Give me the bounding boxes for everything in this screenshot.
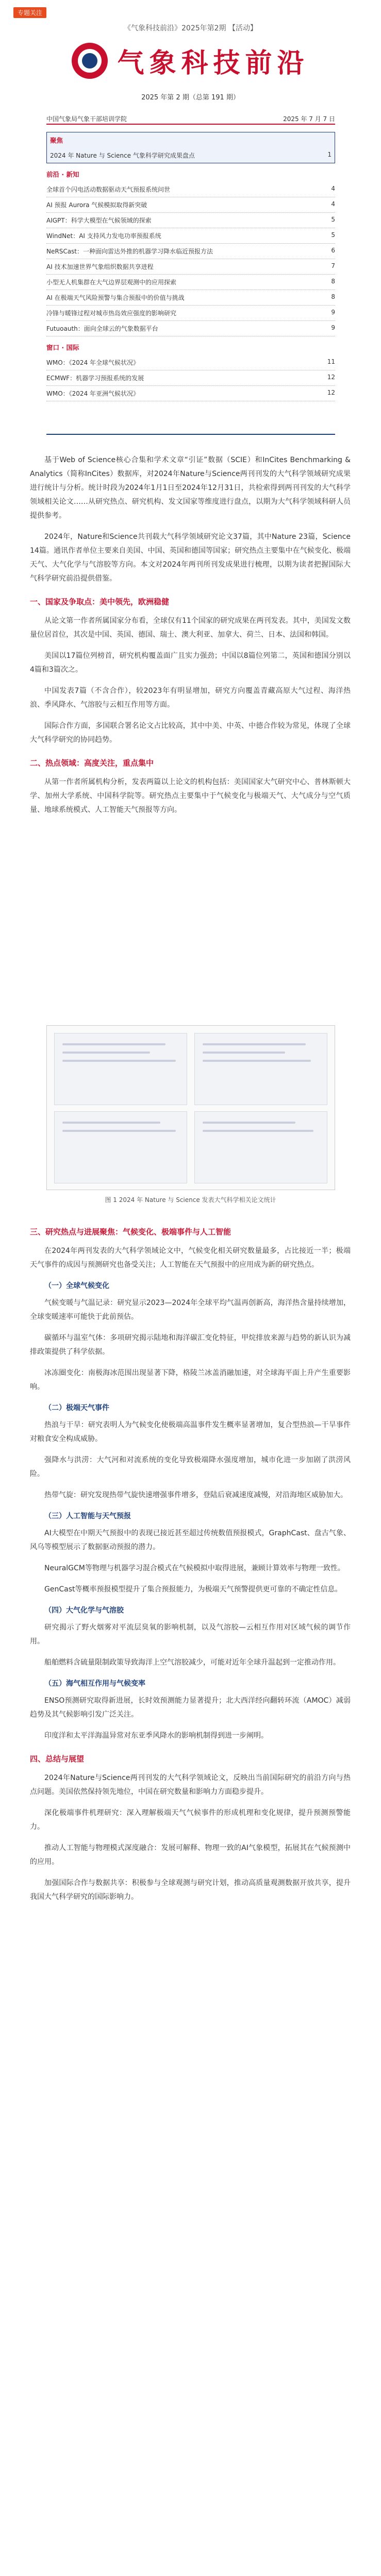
section-heading: 一、国家及争取点：美中领先，欧洲稳健 bbox=[30, 597, 170, 606]
toc-item-page: 12 bbox=[327, 374, 335, 381]
toc-item-label: NeRSCast：一种面向雷达外推的机器学习降水临近预报方法 bbox=[46, 248, 213, 255]
toc-item-page: 11 bbox=[327, 358, 335, 365]
toc-item-label: Futuoauth：面向全球云的气象数据平台 bbox=[46, 325, 158, 332]
paragraph: 热浪与干旱：研究表明人为气候变化使极端高温事件发生概率显著增加，复合型热浪—干旱事件对粮食安全构成威胁。 bbox=[30, 1421, 351, 1443]
toc-item-label: WMO：《2024 年亚洲气候状况》 bbox=[46, 390, 140, 397]
subsection-heading: （五）海气相互作用与气候变率 bbox=[44, 1680, 145, 1688]
paragraph: 基于Web of Science核心合集和学术文章“引证”数据（SCIE）和InCites Benchmarking & Analytics（简称InCites）数据库，对2024年Nature与Science两刊刊发的大气科学领域研究成果进行统计与分析。统计时段为2024年1月1日至2024年12月31日，共检索得到两刊刊发的大气科学领域相关论文……从研究热点、研究机构、发文国家等维度进行盘点，以期为大气科学领域科研人员提供参考。 bbox=[30, 456, 351, 520]
meta-row bbox=[46, 114, 335, 123]
toc-item-page: 8 bbox=[331, 293, 335, 300]
toc-item[interactable] bbox=[46, 275, 335, 290]
meta-divider bbox=[46, 124, 335, 125]
toc-item[interactable] bbox=[46, 197, 335, 213]
masthead bbox=[0, 41, 381, 80]
toc-item[interactable] bbox=[46, 213, 335, 228]
figure-caption: 图 1 2024 年 Nature 与 Science 发表大气科学相关论文统计 bbox=[105, 1196, 276, 1204]
toc-item-page: 8 bbox=[331, 278, 335, 285]
issue-line: 2025 年第 2 期（总第 191 期） bbox=[141, 94, 240, 101]
toc-item[interactable] bbox=[46, 321, 335, 336]
paragraph: 研究揭示了野火烟雾对平流层臭氧的影响机制，以及气溶胶—云相互作用对区域气候的调节作用。 bbox=[30, 1623, 351, 1646]
toc-item-label: WindNet：AI 支持风力发电功率预报系统 bbox=[46, 232, 161, 240]
paragraph: 碳循环与温室气体：多项研究揭示陆地和海洋碳汇变化特征，甲烷排放来源与趋势的新认识为减排政策提供了科学依据。 bbox=[30, 1334, 351, 1356]
paragraph: 国际合作方面，多国联合署名论文占比较高，其中中美、中英、中德合作较为常见，体现了全球大气科学研究的协同趋势。 bbox=[30, 722, 351, 744]
toc-item-page: 12 bbox=[327, 389, 335, 396]
toc-item[interactable]: 2024 年 Nature 与 Science 气象科学研究成果盘点 1 bbox=[50, 151, 332, 159]
paragraph: GenCast等概率预报模型提升了集合预报能力，为极端天气预警提供更可靠的不确定性信息。 bbox=[44, 1585, 342, 1594]
toc-item-page: 9 bbox=[331, 309, 335, 316]
paragraph: 热带气旋：研究发现热带气旋快速增强事件增多，登陆后衰减速度减慢，对沿海地区威胁加大。 bbox=[44, 1491, 347, 1499]
table-of-contents bbox=[46, 132, 335, 401]
paragraph: 印度洋和太平洋海温异常对东亚季风降水的影响机制得到进一步阐明。 bbox=[44, 1732, 268, 1740]
toc-item-page: 4 bbox=[331, 185, 335, 192]
toc-section-heading: 窗口 · 国际 bbox=[46, 344, 79, 351]
topic-badge: 专题关注 bbox=[13, 7, 46, 18]
toc-item[interactable] bbox=[46, 182, 335, 197]
toc-item[interactable] bbox=[46, 355, 335, 370]
toc-item-label: AI 预报 Aurora 气候模拟取得新突破 bbox=[46, 201, 147, 209]
toc-item[interactable] bbox=[46, 259, 335, 275]
toc-item-label: WMO：《2024 年全球气候状况》 bbox=[46, 359, 140, 366]
paragraph: NeuralGCM等物理与机器学习混合模式在气候模拟中取得进展，兼顾计算效率与物理一致性。 bbox=[44, 1564, 345, 1572]
paragraph: 在2024年两刊发表的大气科学领域论文中，气候变化相关研究数量最多，占比接近一半；极端天气事件的成因与预测研究也备受关注；人工智能在天气预报中的应用成为新的研究热点。 bbox=[30, 1247, 351, 1269]
toc-item-label: ECMWF：机器学习预报系统的发展 bbox=[46, 375, 144, 382]
publish-date: 2025 年 7 月 7 日 bbox=[283, 115, 335, 123]
paragraph: 强降水与洪涝：大气河和对流系统的变化导致极端降水强度增加，城市化进一步加剧了洪涝风险。 bbox=[30, 1456, 351, 1478]
toc-item-page: 5 bbox=[331, 216, 335, 223]
subsection-heading: （二）极端天气事件 bbox=[44, 1404, 109, 1412]
toc-item[interactable] bbox=[46, 306, 335, 321]
paragraph: 从论文第一作者所属国家分布看，全球仅有11个国家的研究成果在两刊发表。其中，美国发文数量位居首位，其次是中国、英国、德国、瑞士、澳大利亚、加拿大、荷兰、日本、法国和韩国。 bbox=[30, 617, 351, 639]
paragraph: 中国发表7篇（不含合作），较2023年有明显增加，研究方向覆盖青藏高原大气过程、海洋热浪、季风降水、气溶胶与云相互作用等方面。 bbox=[30, 687, 351, 709]
paragraph: 气候变暖与气温记录：研究显示2023—2024年全球平均气温再创新高，海洋热含量持续增加，全球变暖速率可能快于此前预估。 bbox=[30, 1299, 351, 1321]
stats-figure bbox=[46, 1025, 335, 1190]
toc-item-page: 7 bbox=[331, 262, 335, 269]
paragraph: AI大模型在中期天气预报中的表现已接近甚至超过传统数值预报模式，GraphCast、盘古气象、风乌等模型展示了数据驱动预报的潜力。 bbox=[30, 1529, 351, 1551]
toc-divider bbox=[46, 434, 335, 435]
paragraph: 推动人工智能与物理模式深度融合：发展可解释、物理一致的AI气象模型，拓展其在气候预测中的应用。 bbox=[30, 1844, 351, 1866]
toc-focus-heading: 聚焦 bbox=[50, 137, 63, 144]
paragraph: 美国以17篇位列榜首，研究机构覆盖面广且实力强劲；中国以8篇位列第二，英国和德国分别以4篇和3篇次之。 bbox=[30, 652, 351, 674]
paragraph: 2024年，Nature和Science共刊载大气科学领域研究论文37篇，其中Nature 23篇，Science 14篇。通讯作者单位主要来自美国、中国、英国和德国等国家；研究热点主要集中在气候变化、极端天气、大气化学与气溶胶等方向。本文对2024年两刊所刊发成果进行梳理，以期为读者把握国际大气科学研究前沿提供借鉴。 bbox=[30, 533, 351, 583]
paragraph: 2024年Nature与Science两刊刊发的大气科学领域论文，反映出当前国际研究的前沿方向与热点问题。美国依然保持领先地位，中国在研究数量和影响力方面稳步提升。 bbox=[30, 1774, 351, 1796]
paragraph: 船舶燃料含硫量限制政策导致海洋上空气溶胶减少，可能对近年全球升温起到一定推动作用。 bbox=[44, 1658, 340, 1667]
subsection-heading: （一）全球气候变化 bbox=[44, 1282, 109, 1290]
toc-item-label: 冷锋与暖锋过程对城市热岛效应强度的影响研究 bbox=[46, 310, 177, 317]
section-heading: 四、总结与展望 bbox=[30, 1754, 85, 1764]
subsection-heading: （四）大气化学与气溶胶 bbox=[44, 1606, 124, 1615]
toc-section-1 bbox=[46, 182, 335, 336]
paragraph: 加强国际合作与数据共享：积极参与全球观测与研究计划，推动高质量观测数据开放共享，提升我国大气科学研究的国际影响力。 bbox=[30, 1879, 351, 1901]
toc-item[interactable] bbox=[46, 370, 335, 386]
toc-item[interactable] bbox=[46, 228, 335, 244]
article-intro bbox=[30, 453, 351, 824]
subsection-heading: （三）人工智能与天气预报 bbox=[44, 1512, 131, 1520]
top-subtitle: 《气象科技前沿》2025年第2期 【活动】 bbox=[124, 24, 257, 32]
paragraph: 冰冻圈变化：南极海冰范围出现显著下降，格陵兰冰盖消融加速，对全球海平面上升产生重要影响。 bbox=[30, 1369, 351, 1391]
toc-item-label: AI 在极端天气风险预警与集合预报中的价值与挑战 bbox=[46, 294, 185, 301]
paragraph: 深化极端事件机理研究：深入理解极端天气气候事件的形成机理和变化规律，提升预测预警能力。 bbox=[30, 1809, 351, 1831]
toc-item-label: AI 技术加速世界气象组织数据共享进程 bbox=[46, 263, 154, 270]
toc-section-heading: 前沿 · 新知 bbox=[46, 171, 79, 178]
toc-section-2 bbox=[46, 355, 335, 401]
toc-item-label: AIGPT：科学大模型在气候领域的探索 bbox=[46, 217, 152, 224]
publisher: 中国气象局气象干部培训学院 bbox=[46, 115, 127, 123]
toc-item-label: 全球首个闪电活动数据驱动天气预报系统问世 bbox=[46, 186, 171, 193]
section-heading: 二、热点领域：高度关注，重点集中 bbox=[30, 758, 154, 768]
toc-item-page: 9 bbox=[331, 324, 335, 331]
toc-item[interactable] bbox=[46, 244, 335, 259]
masthead-title: 气象科技前沿 bbox=[117, 47, 309, 79]
toc-item-page: 6 bbox=[331, 247, 335, 254]
toc-item-page: 5 bbox=[331, 231, 335, 239]
cma-logo-icon bbox=[72, 43, 108, 79]
toc-item[interactable] bbox=[46, 386, 335, 401]
toc-item-label: 小型无人机集群在大气边界层观测中的应用探索 bbox=[46, 279, 177, 286]
paragraph: 从第一作者所属机构分析，发表两篇以上论文的机构包括：美国国家大气研究中心、普林斯顿大学、加州大学系统、中国科学院等。研究热点主要集中于气候变化与极端天气、大气成分与空气质量、地球系统模式、人工智能天气预报等方向。 bbox=[30, 778, 351, 814]
article-body bbox=[30, 1216, 351, 1911]
toc-item[interactable] bbox=[46, 290, 335, 306]
paragraph: ENSO预测研究取得新进展，长时效预测能力显著提升；北大西洋经向翻转环流（AMOC）减弱趋势及其气候影响引发广泛关注。 bbox=[30, 1697, 351, 1719]
section-heading: 三、研究热点与进展聚焦：气候变化、极端事件与人工智能 bbox=[30, 1227, 231, 1236]
toc-item-page: 4 bbox=[331, 200, 335, 208]
toc-focus-box bbox=[46, 132, 335, 163]
